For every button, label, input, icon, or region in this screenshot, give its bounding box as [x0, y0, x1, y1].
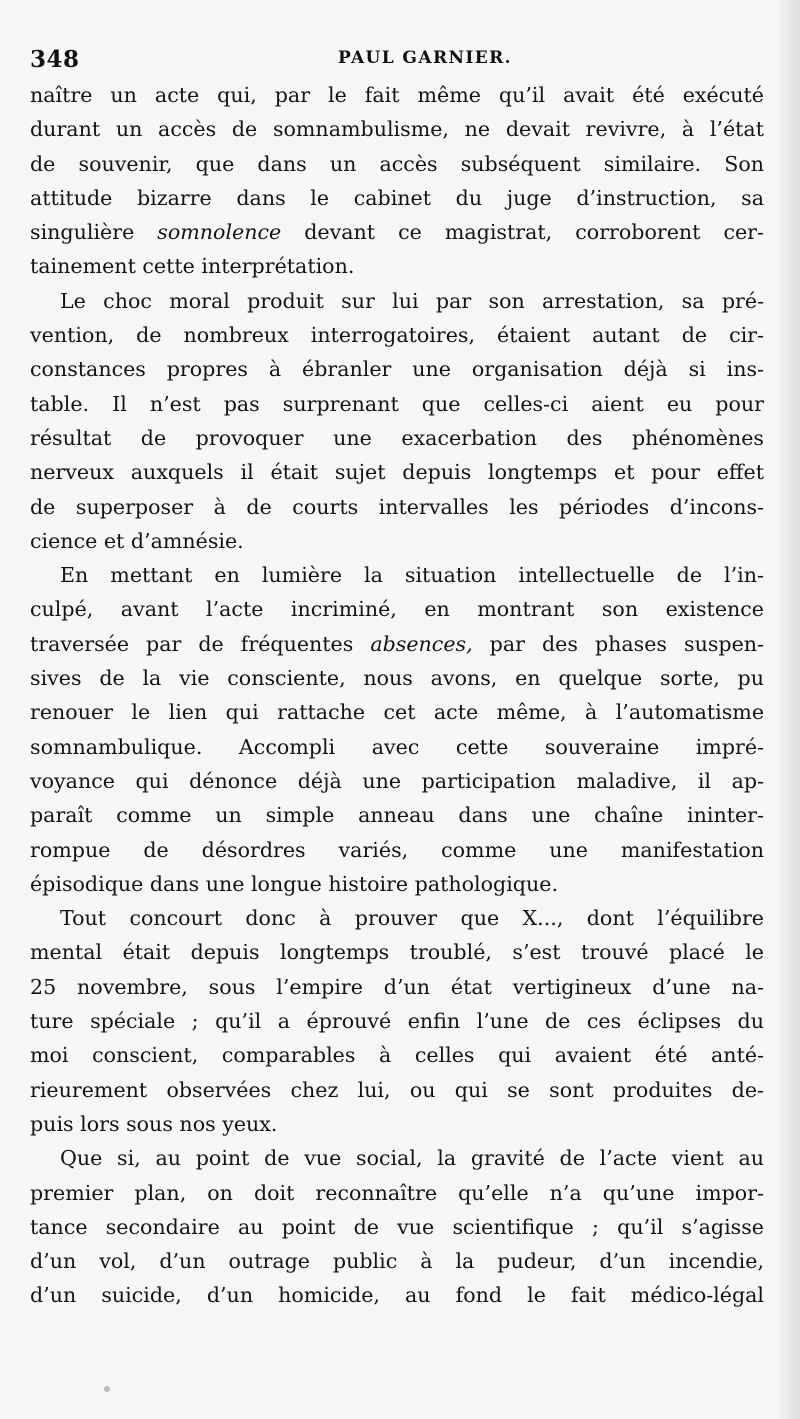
- paragraph-first-line: En mettant en lumière la situation intellectuelle de l’in-: [60, 563, 764, 588]
- page-number: 348: [30, 46, 80, 73]
- text-line: rieurement observées chez lui, ou qui se sont produites de-: [30, 1077, 764, 1102]
- text-line: constances propres à ébranler une organisation déjà si ins-: [30, 357, 764, 382]
- text-line: moi conscient, comparables à celles qui avaient été anté-: [30, 1043, 764, 1068]
- text-line: d’un suicide, d’un homicide, au fond le fait médico-légal: [30, 1283, 764, 1308]
- paragraph-first-line: Tout concourt donc à prouver que X..., dont l’équilibre: [60, 906, 764, 931]
- text-line: renouer le lien qui rattache cet acte même, à l’automatisme: [30, 700, 764, 725]
- italic-word: somnolence: [157, 220, 282, 245]
- italic-word: absences,: [370, 631, 473, 656]
- text-line: somnambulique. Accompli avec cette souveraine impré-: [30, 734, 764, 759]
- text-line: premier plan, on doit reconnaître qu’elle n’a qu’une impor-: [30, 1180, 764, 1205]
- text-line: résultat de provoquer une exacerbation des phénomènes: [30, 425, 764, 450]
- text-line: culpé, avant l’acte incriminé, en montrant son existence: [30, 597, 764, 622]
- text-run: singulière: [30, 220, 158, 245]
- body-text: [30, 78, 764, 1313]
- text-line: vention, de nombreux interrogatoires, étaient autant de cir-: [30, 323, 764, 348]
- text-line: attitude bizarre dans le cabinet du juge d’instruction, sa: [30, 185, 764, 210]
- ink-speck: [104, 1386, 110, 1392]
- text-line: [30, 215, 764, 249]
- text-line: [30, 627, 764, 661]
- text-run: devant ce magistrat, corroborent cer-: [281, 220, 764, 245]
- text-line: rompue de désordres variés, comme une manifestation: [30, 837, 764, 862]
- text-line: cience et d’amnésie.: [30, 528, 244, 553]
- text-line: voyance qui dénonce déjà une participation maladive, il ap-: [30, 768, 764, 793]
- text-line: 25 novembre, sous l’empire d’un état vertigineux d’une na-: [30, 974, 764, 999]
- text-line: puis lors sous nos yeux.: [30, 1111, 278, 1136]
- text-line: durant un accès de somnambulisme, ne devait revivre, à l’état: [30, 117, 764, 142]
- text-line: nerveux auxquels il était sujet depuis longtemps et pour effet: [30, 460, 764, 485]
- text-run: par des phases suspen-: [472, 631, 764, 656]
- text-run: traversée par de fréquentes: [30, 631, 371, 656]
- text-line: ture spéciale ; qu’il a éprouvé enfin l’une de ces éclipses du: [30, 1009, 764, 1034]
- text-line: de souvenir, que dans un accès subséquent similaire. Son: [30, 151, 764, 176]
- running-head: PAUL GARNIER.: [338, 48, 512, 68]
- page-edge-shadow: [774, 0, 800, 1419]
- text-line: de superposer à de courts intervalles les périodes d’incons-: [30, 494, 764, 519]
- paragraph-first-line: Le choc moral produit sur lui par son arrestation, sa pré-: [60, 288, 764, 313]
- text-line: tance secondaire au point de vue scientifique ; qu’il s’agisse: [30, 1214, 764, 1239]
- page-header: [30, 44, 770, 80]
- text-line: sives de la vie consciente, nous avons, en quelque sorte, pu: [30, 666, 764, 691]
- text-line: épisodique dans une longue histoire pathologique.: [30, 871, 558, 896]
- text-line: tainement cette interprétation.: [30, 254, 355, 279]
- paragraph-first-line: Que si, au point de vue social, la gravité de l’acte vient au: [60, 1146, 764, 1171]
- text-line: naître un acte qui, par le fait même qu’il avait été exécuté: [30, 83, 764, 107]
- text-line: mental était depuis longtemps troublé, s’est trouvé placé le: [30, 940, 764, 965]
- text-line: paraît comme un simple anneau dans une chaîne ininter-: [30, 803, 764, 828]
- text-line: d’un vol, d’un outrage public à la pudeur, d’un incendie,: [30, 1249, 764, 1274]
- text-line: table. Il n’est pas surprenant que celles-ci aient eu pour: [30, 391, 764, 416]
